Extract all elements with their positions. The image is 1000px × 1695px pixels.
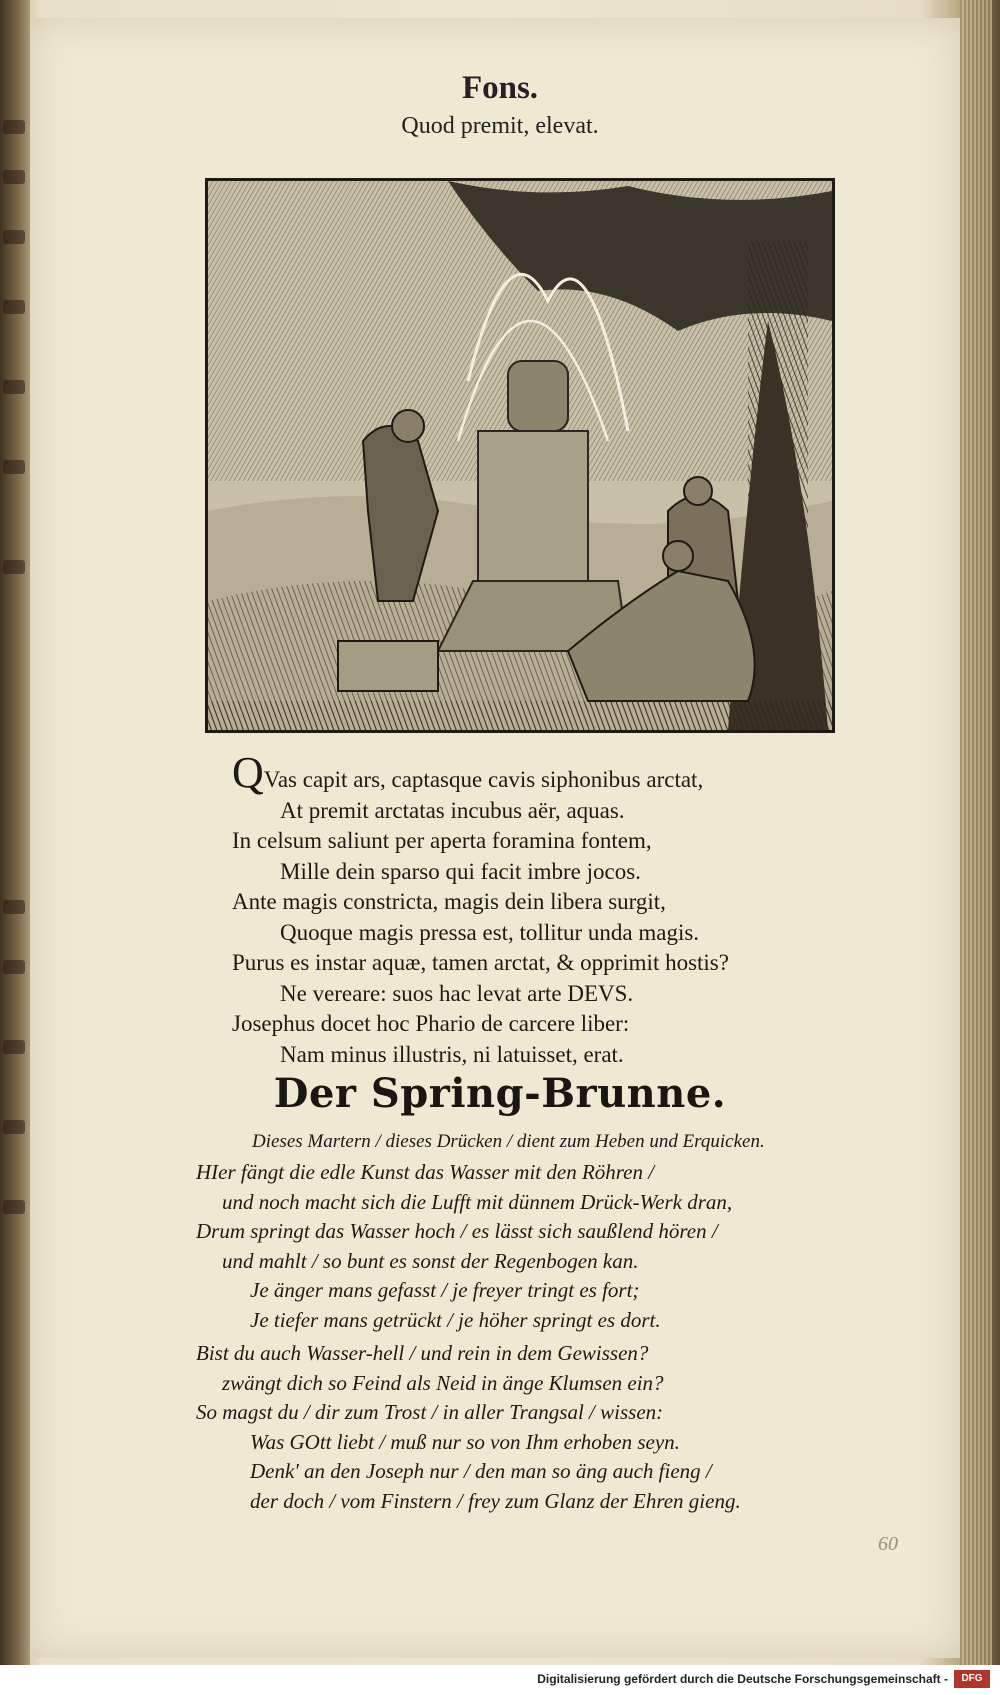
latin-verse-line: In celsum saliunt per aperta foramina fontem, <box>232 828 652 853</box>
facing-page-edge <box>0 0 30 1665</box>
german-verse-line: zwängt dich so Feind als Neid in änge Klumsen ein? <box>222 1370 664 1395</box>
fountain-engraving <box>205 178 835 733</box>
german-verse-line: und noch macht sich die Lufft mit dünnem Drück-Werk dran, <box>222 1189 733 1214</box>
page-stack-edge <box>960 0 992 1665</box>
latin-verses <box>232 748 872 1070</box>
german-verse-line: der doch / vom Finstern / frey zum Glanz der Ehren gieng. <box>250 1488 741 1513</box>
german-title: Der Spring-Brunne. <box>273 1070 727 1117</box>
german-verse-line: So magst du / dir zum Trost / in aller Trangsal / wissen: <box>196 1400 664 1424</box>
footer-bar <box>0 1665 1000 1695</box>
latin-verse-line: Mille dein sparso qui facit imbre jocos. <box>280 858 641 884</box>
footer-credit: Digitalisierung gefördert durch die Deutsche Forschungsgemeinschaft - <box>537 1672 948 1686</box>
latin-verse-line: Nam minus illustris, ni latuisset, erat. <box>280 1041 624 1067</box>
german-verse-line: Je tiefer mans getrückt / je höher springt es dort. <box>250 1307 661 1332</box>
german-motto: Dieses Martern / dieses Drücken / dient zum Heben und Erquicken. <box>252 1131 765 1152</box>
german-verse-line: Denk' an den Joseph nur / den man so äng auch fieng / <box>250 1459 712 1483</box>
german-verse-line: Was GOtt liebt / muß nur so von Ihm erhoben seyn. <box>250 1429 680 1454</box>
latin-verse-line: Ne vereare: suos hac levat arte DEVS. <box>280 980 634 1006</box>
german-verses <box>196 1158 896 1516</box>
german-verse-line: Drum springt das Wasser hoch / es lässt sich saußlend hören / <box>196 1219 718 1243</box>
latin-verse-line: Purus es instar aquæ, tamen arctat, & opprimit hostis? <box>232 950 729 975</box>
dfg-logo-icon: DFG <box>954 1670 990 1688</box>
german-verse-line: Bist du auch Wasser-hell / und rein in dem Gewissen? <box>196 1341 649 1365</box>
german-verse-line: Je änger mans gefasst / je freyer tringt es fort; <box>250 1278 640 1302</box>
page-title: Fons. <box>461 70 539 106</box>
latin-verse-line: Ante magis constricta, magis dein libera surgit, <box>232 889 666 914</box>
german-verse-line: HIer fängt die edle Kunst das Wasser mit den Röhren / <box>196 1160 655 1184</box>
page-number: 60 <box>878 1533 898 1555</box>
latin-verse-line: At premit arctatas incubus aër, aquas. <box>280 797 625 823</box>
latin-verse-line: Josephus docet hoc Phario de carcere liber: <box>232 1011 630 1036</box>
fountain-engraving-icon <box>208 181 832 730</box>
german-verse-line: und mahlt / so bunt es sonst der Regenbogen kan. <box>222 1248 639 1273</box>
latin-verse-line: QVas capit ars, captasque cavis siphonibus arctat, <box>232 748 704 797</box>
latin-verse-line: Quoque magis pressa est, tollitur unda magis. <box>280 919 700 945</box>
page-motto: Quod premit, elevat. <box>401 113 599 139</box>
